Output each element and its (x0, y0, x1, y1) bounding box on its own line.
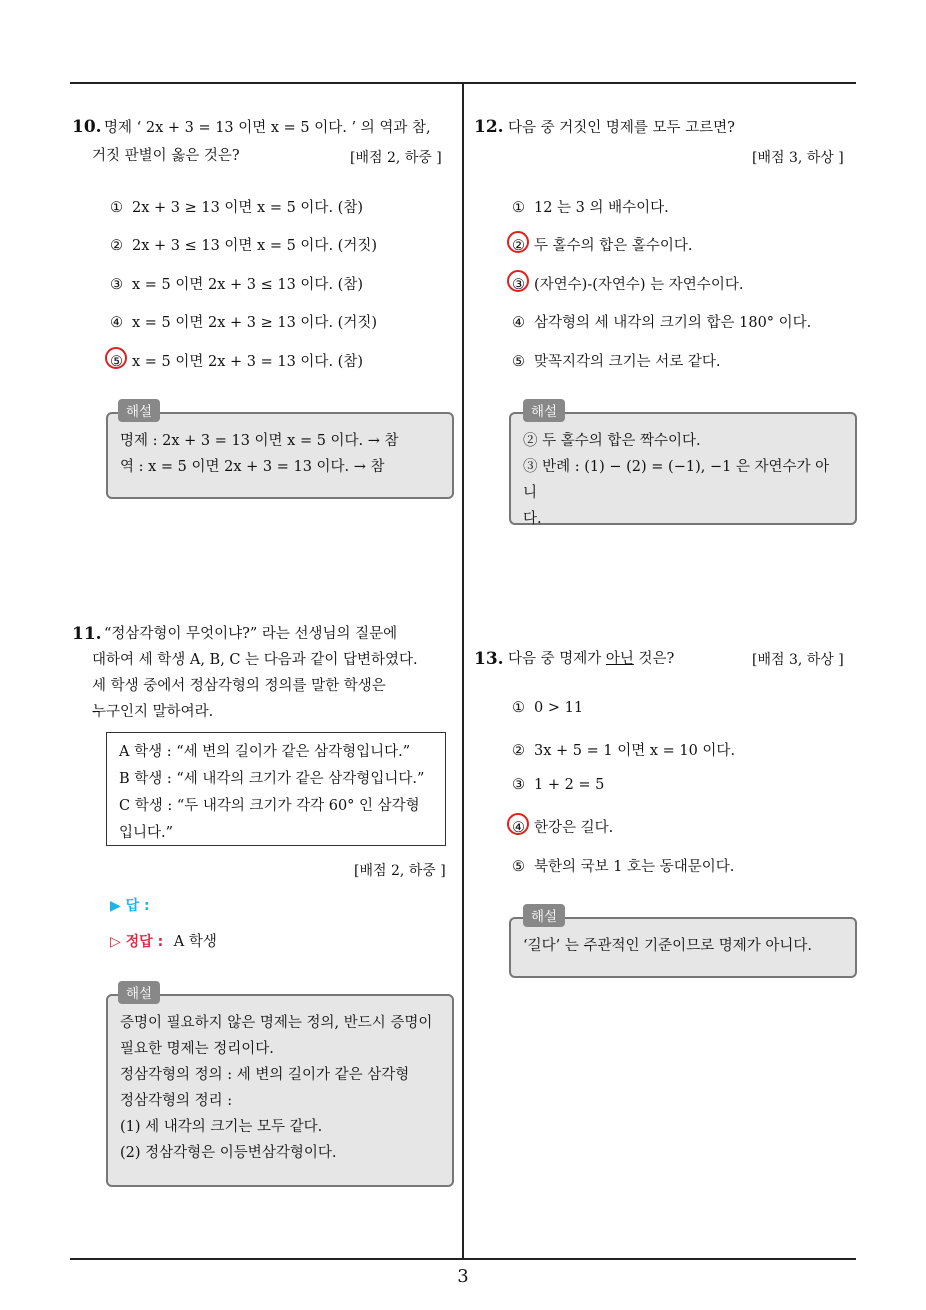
choice-number: ④ (512, 315, 525, 331)
explanation-line: 정삼각형의 정의 : 세 변의 길이가 같은 삼각형 (120, 1067, 410, 1083)
explanation-line: 필요한 명제는 정리이다. (120, 1041, 274, 1057)
explanation-line: 역 : x = 5 이면 2x + 3 = 13 이다. → 참 (120, 459, 385, 475)
choice-number: ⑤ (512, 354, 525, 370)
choice-text: 맞꼭지각의 크기는 서로 같다. (534, 354, 721, 370)
choice-text: x = 5 이면 2x + 3 = 13 이다. (참) (132, 354, 363, 370)
score-label: [배점 3, 하상 ] (752, 150, 844, 166)
question-text-line: “정삼각형이 무엇이냐?” 라는 선생님의 질문에 (104, 626, 398, 642)
explanation-line: 정삼각형의 정리 : (120, 1093, 233, 1109)
choice-2[interactable] (110, 234, 377, 255)
choice-text: 삼각형의 세 내각의 크기의 합은 180° 이다. (534, 315, 812, 331)
answer-label: ▶ 답 : (110, 898, 150, 914)
choice-text: 두 홀수의 합은 홀수이다. (534, 238, 693, 254)
choice-3[interactable] (110, 273, 363, 294)
choice-number: ① (110, 200, 123, 216)
choice-number: ② (110, 238, 123, 254)
explanation-box (106, 412, 454, 499)
choice-2[interactable] (512, 234, 693, 255)
choice-text: 한강은 길다. (534, 820, 614, 836)
explanation-box (106, 994, 454, 1187)
student-answer-line: A 학생 : “세 변의 길이가 같은 삼각형입니다.” (119, 744, 411, 760)
student-answer-line: 입니다.” (119, 825, 174, 841)
explanation-line: ② 두 홀수의 합은 짝수이다. (523, 433, 701, 449)
choice-number: ① (512, 700, 525, 716)
explanation-line: 명제 : 2x + 3 = 13 이면 x = 5 이다. → 참 (120, 433, 399, 449)
choice-text: 1 + 2 = 5 (534, 777, 605, 793)
choice-number: ③ (512, 277, 525, 293)
bottom-rule (70, 1258, 856, 1260)
choice-number: ③ (512, 777, 525, 793)
question-number: 11. (72, 624, 102, 644)
explanation-line: ③ 반례 : (1) − (2) = (−1), −1 은 자연수가 아니 (523, 459, 830, 501)
answer-mark-circle (507, 270, 529, 292)
explanation-tag: 해설 (118, 981, 160, 1004)
question-number: 12. (474, 117, 504, 137)
question-text-post: 것은? (633, 651, 675, 667)
question-text-line: 대하여 세 학생 A, B, C 는 다음과 같이 답변하였다. (92, 652, 418, 668)
question-number: 10. (72, 117, 102, 137)
explanation-line: 다. (523, 511, 542, 527)
choice-1[interactable] (512, 700, 583, 716)
choice-number: ② (512, 743, 525, 759)
explanation-line: ‘길다’ 는 주관적인 기준이므로 명제가 아니다. (523, 938, 812, 954)
choice-3[interactable] (512, 273, 743, 294)
question-text-underlined: 아닌 (605, 651, 634, 667)
choice-5[interactable] (512, 350, 721, 371)
student-answers-box (106, 732, 446, 846)
choice-number: ④ (110, 315, 123, 331)
explanation-box (509, 412, 857, 525)
choice-number: ② (512, 238, 525, 254)
explanation-tag: 해설 (523, 904, 565, 927)
explanation-tag: 해설 (523, 399, 565, 422)
choice-text: x = 5 이면 2x + 3 ≤ 13 이다. (참) (132, 277, 363, 293)
explanation-line: (1) 세 내각의 크기는 모두 같다. (120, 1119, 323, 1135)
choice-text: (자연수)-(자연수) 는 자연수이다. (534, 277, 744, 293)
choice-number: ④ (512, 820, 525, 836)
question-text-line1: 다음 중 거짓인 명제를 모두 고르면? (508, 120, 735, 136)
choice-text: 3x + 5 = 1 이면 x = 10 이다. (534, 743, 736, 759)
page-number: 3 (457, 1266, 469, 1287)
choice-3[interactable] (512, 777, 604, 793)
student-answer-line: B 학생 : “세 내각의 크기가 같은 삼각형입니다.” (119, 771, 425, 787)
explanation-line: 증명이 필요하지 않은 명제는 정의, 반드시 증명이 (120, 1015, 433, 1031)
choice-2[interactable] (512, 739, 735, 760)
choice-number: ③ (110, 277, 123, 293)
choice-5[interactable] (512, 855, 734, 876)
score-label: [배점 2, 하중 ] (350, 150, 442, 166)
correct-answer-row (110, 930, 217, 951)
choice-text: 2x + 3 ≥ 13 이면 x = 5 이다. (참) (132, 200, 363, 216)
question-text-line2: 거짓 판별이 옳은 것은? (92, 148, 240, 164)
choice-4[interactable] (512, 311, 811, 332)
question-text-line: 세 학생 중에서 정삼각형의 정의를 말한 학생은 (92, 678, 386, 694)
answer-mark-circle (507, 813, 529, 835)
choice-4[interactable] (110, 311, 377, 332)
question-number: 13. (474, 649, 504, 669)
choice-number: ⑤ (110, 354, 123, 370)
choice-number: ⑤ (512, 859, 525, 875)
explanation-line: (2) 정삼각형은 이등변삼각형이다. (120, 1145, 337, 1161)
choice-number: ① (512, 200, 525, 216)
question-text-line1 (508, 645, 674, 674)
choice-text: 0 > 11 (534, 700, 584, 716)
score-label: [배점 2, 하중 ] (354, 863, 446, 879)
choice-text: 12 는 3 의 배수이다. (534, 200, 669, 216)
question-text-pre: 다음 중 명제가 (508, 651, 606, 667)
score-label: [배점 3, 하상 ] (752, 652, 844, 668)
student-answer-line: C 학생 : “두 내각의 크기가 각각 60° 인 삼각형 (119, 798, 420, 814)
choice-5[interactable] (110, 350, 363, 371)
choice-text: 북한의 국보 1 호는 동대문이다. (534, 859, 735, 875)
choice-text: x = 5 이면 2x + 3 ≥ 13 이다. (거짓) (132, 315, 377, 331)
correct-answer-value: A 학생 (173, 934, 217, 950)
choice-text: 2x + 3 ≤ 13 이면 x = 5 이다. (거짓) (132, 238, 377, 254)
explanation-tag: 해설 (118, 399, 160, 422)
answer-mark-circle (507, 231, 529, 253)
column-divider (462, 82, 464, 1259)
correct-answer-label: ▷ 정답 : (110, 934, 164, 950)
answer-mark-circle (105, 347, 127, 369)
question-text-line: 누구인지 말하여라. (92, 704, 214, 720)
choice-1[interactable] (110, 196, 363, 217)
choice-1[interactable] (512, 196, 669, 217)
question-text-line1: 명제 ‘ 2x + 3 = 13 이면 x = 5 이다. ’ 의 역과 참, (104, 120, 431, 136)
